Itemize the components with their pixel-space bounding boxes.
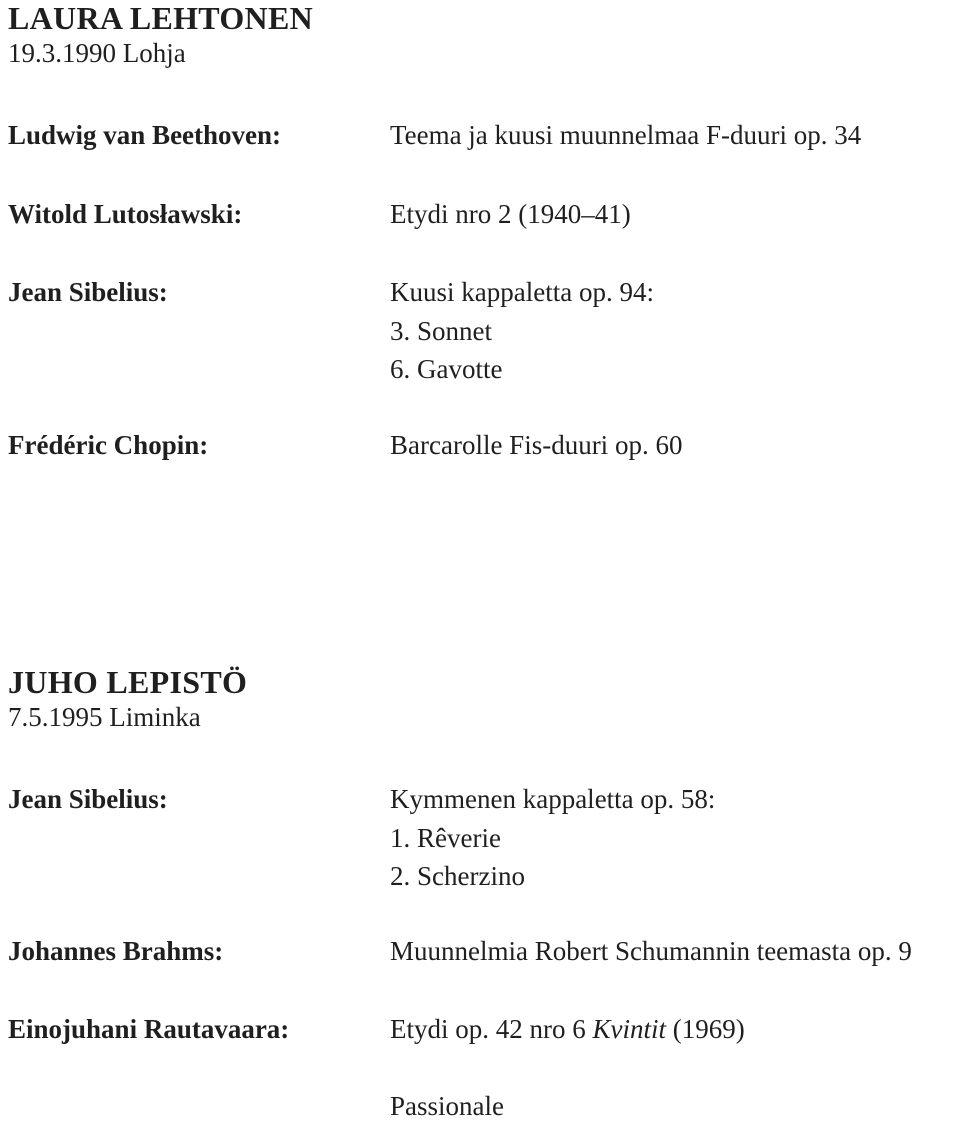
work-title: Passionale	[390, 1091, 504, 1121]
composer-name: Jean Sibelius:	[8, 784, 168, 814]
work-movement: 2. Scherzino	[390, 861, 525, 891]
performer-name: LAURA LEHTONEN	[8, 0, 314, 36]
work-list	[390, 273, 654, 389]
composer-name: Einojuhani Rautavaara:	[8, 1014, 290, 1044]
composer-name: Ludwig van Beethoven:	[8, 120, 282, 150]
performer-birth: 7.5.1995 Liminka	[8, 702, 201, 732]
work-title	[390, 1010, 745, 1049]
work-title-text: Etydi op. 42 nro 6	[390, 1014, 593, 1044]
performer-name: JUHO LEPISTÖ	[8, 664, 248, 700]
work-title: Barcarolle Fis-duuri op. 60	[390, 430, 683, 460]
work-movement: 6. Gavotte	[390, 354, 503, 384]
work-title: Etydi nro 2 (1940–41)	[390, 199, 631, 229]
work-movement: 3. Sonnet	[390, 315, 493, 346]
work-list	[390, 195, 631, 234]
composer-name: Witold Lutosławski:	[8, 199, 243, 229]
composer-name: Johannes Brahms:	[8, 936, 224, 966]
work-title: Kuusi kappaletta op. 94:	[390, 277, 654, 307]
composer-name: Jean Sibelius:	[8, 277, 168, 307]
work-title: Teema ja kuusi muunnelmaa F-duuri op. 34	[390, 120, 862, 150]
work-list	[390, 116, 861, 155]
work-list	[390, 932, 912, 971]
work-list	[390, 1010, 745, 1126]
composer-name: Frédéric Chopin:	[8, 430, 209, 460]
performer-header-juho-lepisto	[8, 664, 247, 734]
work-list	[390, 426, 682, 465]
work-movement: 1. Rêverie	[390, 822, 501, 853]
work-title-italic: Kvintit	[592, 1014, 666, 1044]
work-list	[390, 780, 715, 896]
performer-birth: 19.3.1990 Lohja	[8, 38, 186, 68]
performer-header-laura-lehtonen	[8, 0, 313, 70]
work-title-year: (1969)	[666, 1014, 745, 1044]
work-title: Muunnelmia Robert Schumannin teemasta op. 9	[390, 936, 912, 966]
work-title: Kymmenen kappaletta op. 58:	[390, 784, 716, 814]
spacer-line	[390, 1049, 745, 1088]
